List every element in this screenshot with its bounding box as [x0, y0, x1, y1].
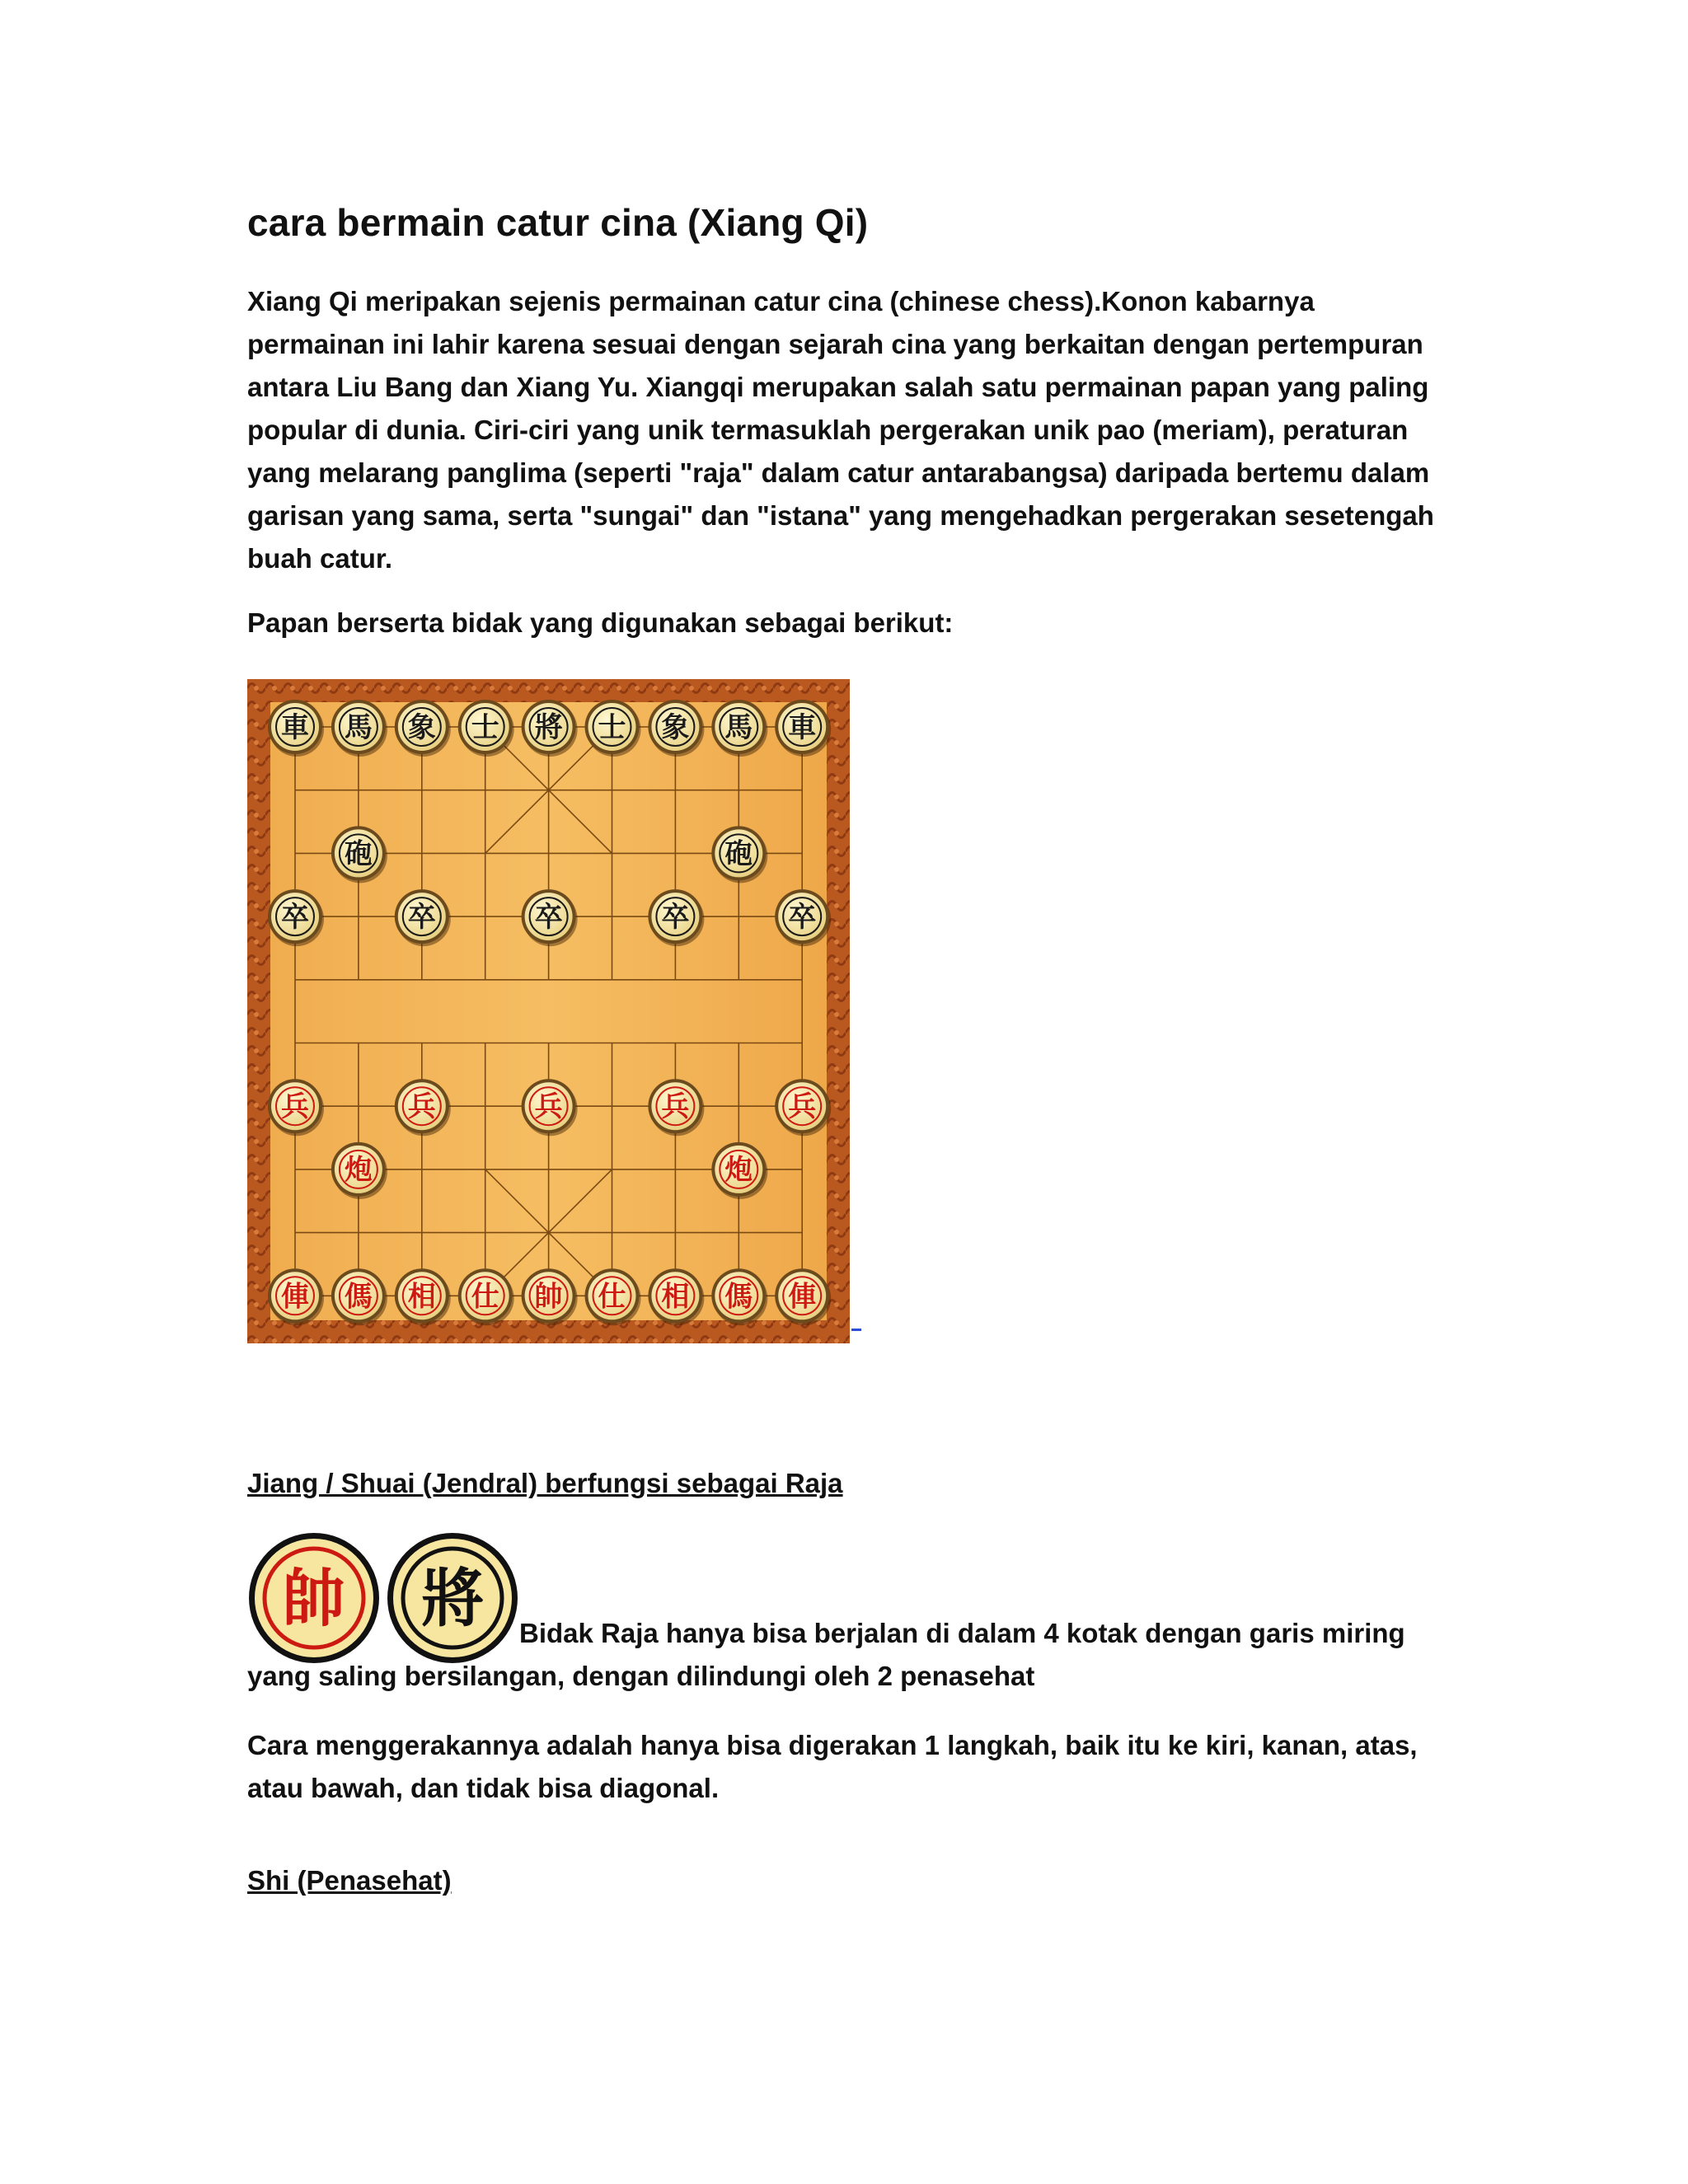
jiang-heading: Jiang / Shuai (Jendral) berfungsi sebagai Raja [247, 1468, 843, 1498]
piece-glyph: 象 [661, 711, 690, 744]
page-title: cara bermain catur cina (Xiang Qi) [247, 201, 869, 244]
piece-glyph: 炮 [724, 1153, 753, 1187]
piece-glyph: 傌 [344, 1280, 373, 1314]
red-general-piece-icon [247, 1531, 381, 1665]
jiang-description-line-1: Bidak Raja hanya bisa berjalan di dalam 4 kotak dengan garis miring [519, 1618, 1405, 1648]
piece-glyph: 傌 [724, 1280, 753, 1314]
piece-glyph: 仕 [471, 1280, 499, 1314]
piece-glyph: 帥 [534, 1280, 563, 1314]
piece-glyph: 車 [788, 711, 817, 744]
piece-glyph: 象 [407, 711, 436, 744]
piece-glyph: 俥 [281, 1280, 309, 1314]
piece-glyph: 車 [281, 711, 309, 744]
jiang-move-paragraph: Cara menggerakannya adalah hanya bisa digerakan 1 langkah, baik itu ke kiri, kanan, atas, atau bawah, dan tidak bisa diagonal. [247, 1730, 1418, 1803]
jiang-description-line-2: yang saling bersilangan, dengan dilindungi oleh 2 penasehat [247, 1661, 1035, 1691]
intro-paragraph: Xiang Qi meripakan sejenis permainan catur cina (chinese chess).Konon kabarnya permainan ini lahir karena sesuai dengan sejarah cina yang berkaitan dengan pertempuran antara Liu Bang dan Xiang Yu. Xiangqi merupakan salah satu permainan papan yang paling popular di dunia. Ciri-ciri yang unik termasuklah pergerakan unik pao (meriam), peraturan yang melarang panglima (seperti "raja" dalam catur antarabangsa) daripada bertemu dalam garisan yang sama, serta "sungai" dan "istana" yang mengehadkan pergerakan sesetengah buah catur. [247, 286, 1434, 574]
piece-glyph: 兵 [788, 1090, 817, 1124]
piece-glyph: 卒 [661, 901, 690, 935]
piece-glyph: 炮 [344, 1153, 373, 1187]
piece-glyph: 仕 [598, 1280, 626, 1314]
piece-glyph: 兵 [407, 1090, 436, 1124]
piece-glyph: 卒 [788, 901, 817, 935]
piece-glyph: 相 [407, 1280, 436, 1314]
piece-glyph: 砲 [724, 837, 753, 871]
piece-glyph: 將 [534, 711, 563, 744]
piece-glyph: 俥 [788, 1280, 817, 1314]
shi-heading: Shi (Penasehat) [247, 1865, 452, 1896]
black-general-piece-icon [386, 1531, 519, 1665]
piece-glyph: 兵 [534, 1090, 563, 1124]
piece-glyph: 士 [598, 711, 626, 744]
piece-glyph: 兵 [281, 1090, 309, 1124]
xiangqi-board-image [247, 679, 850, 1343]
piece-glyph: 卒 [407, 901, 436, 935]
piece-glyph: 卒 [534, 901, 563, 935]
piece-glyph: 相 [661, 1280, 690, 1314]
piece-glyph: 馬 [724, 711, 753, 744]
black-general-glyph: 將 [421, 1562, 484, 1635]
piece-glyph: 馬 [344, 711, 373, 744]
piece-glyph: 卒 [281, 901, 309, 935]
piece-glyph: 砲 [344, 837, 373, 871]
red-general-glyph: 帥 [283, 1562, 345, 1635]
board-caption: Papan berserta bidak yang digunakan sebagai berikut: [247, 607, 954, 638]
image-link-mark[interactable] [851, 1329, 861, 1331]
piece-glyph: 兵 [661, 1090, 690, 1124]
piece-glyph: 士 [471, 711, 499, 744]
